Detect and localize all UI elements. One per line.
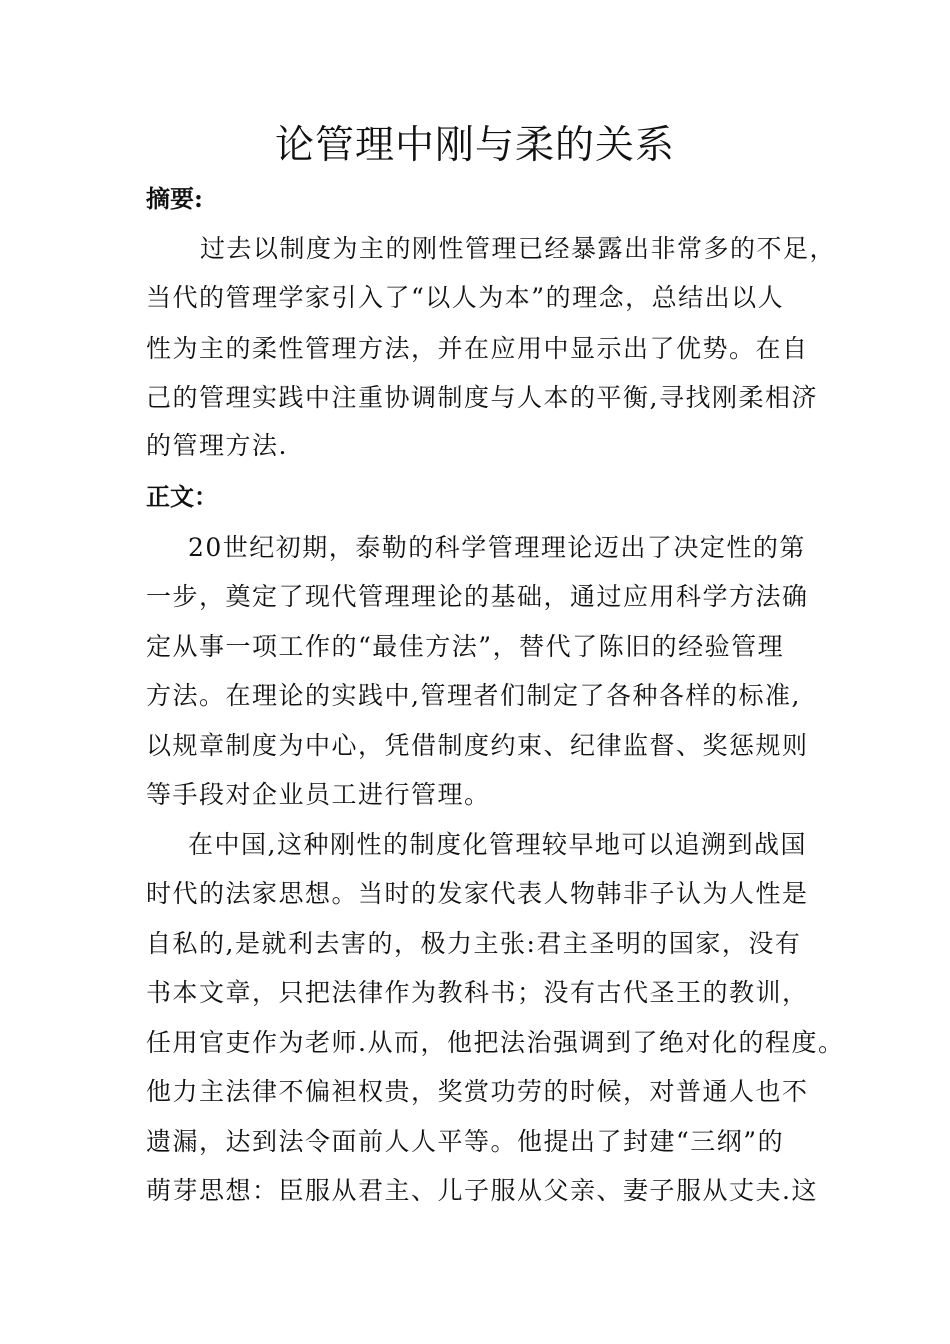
body-line: 时代的法家思想。当时的发家代表人物韩非子认为人性是 (146, 879, 809, 908)
body-line: 书本文章，只把法律作为教科书；没有古代圣王的教训， (146, 978, 809, 1007)
body-line: 自私的,是就利去害的，极力主张:君主圣明的国家，没有 (146, 929, 802, 958)
abstract-line: 性为主的柔性管理方法，并在应用中显示出了优势。在自 (146, 334, 809, 363)
abstract-line: 当代的管理学家引入了“以人为本”的理念，总结出以人 (146, 283, 785, 312)
document-title: 论管理中刚与柔的关系 (274, 123, 675, 168)
body-line: 定从事一项工作的“最佳方法”，替代了陈旧的经验管理 (146, 632, 785, 661)
abstract-heading: 摘要: (146, 184, 203, 213)
body-line: 等手段对企业员工进行管理。 (146, 780, 491, 809)
body-line: 萌芽思想：臣服从君主、儿子服从父亲、妻子服从丈夫.这 (146, 1176, 818, 1205)
body-line: 20世纪初期，泰勒的科学管理理论迈出了决定性的第 (188, 533, 806, 562)
body-line: 任用官吏作为老师.从而，他把法治强调到了绝对化的程度。 (146, 1028, 845, 1057)
body-line: 以规章制度为中心，凭借制度约束、纪律监督、奖惩规则 (146, 731, 809, 760)
body-line: 方法。在理论的实践中,管理者们制定了各种各样的标准, (146, 681, 801, 710)
abstract-line: 的管理方法. (146, 431, 288, 460)
body-heading: 正文： (146, 482, 218, 511)
body-line: 遗漏，达到法令面前人人平等。他提出了封建“三纲”的 (146, 1127, 785, 1156)
body-line: 他力主法律不偏袒权贵，奖赏功劳的时候，对普通人也不 (146, 1077, 809, 1106)
body-line: 在中国,这种刚性的制度化管理较早地可以追溯到战国 (188, 830, 807, 859)
abstract-line: 己的管理实践中注重协调制度与人本的平衡,寻找刚柔相济 (146, 383, 818, 412)
abstract-line: 过去以制度为主的刚性管理已经暴露出非常多的不足， (200, 234, 837, 263)
body-line: 一步，奠定了现代管理理论的基础，通过应用科学方法确 (146, 582, 809, 611)
